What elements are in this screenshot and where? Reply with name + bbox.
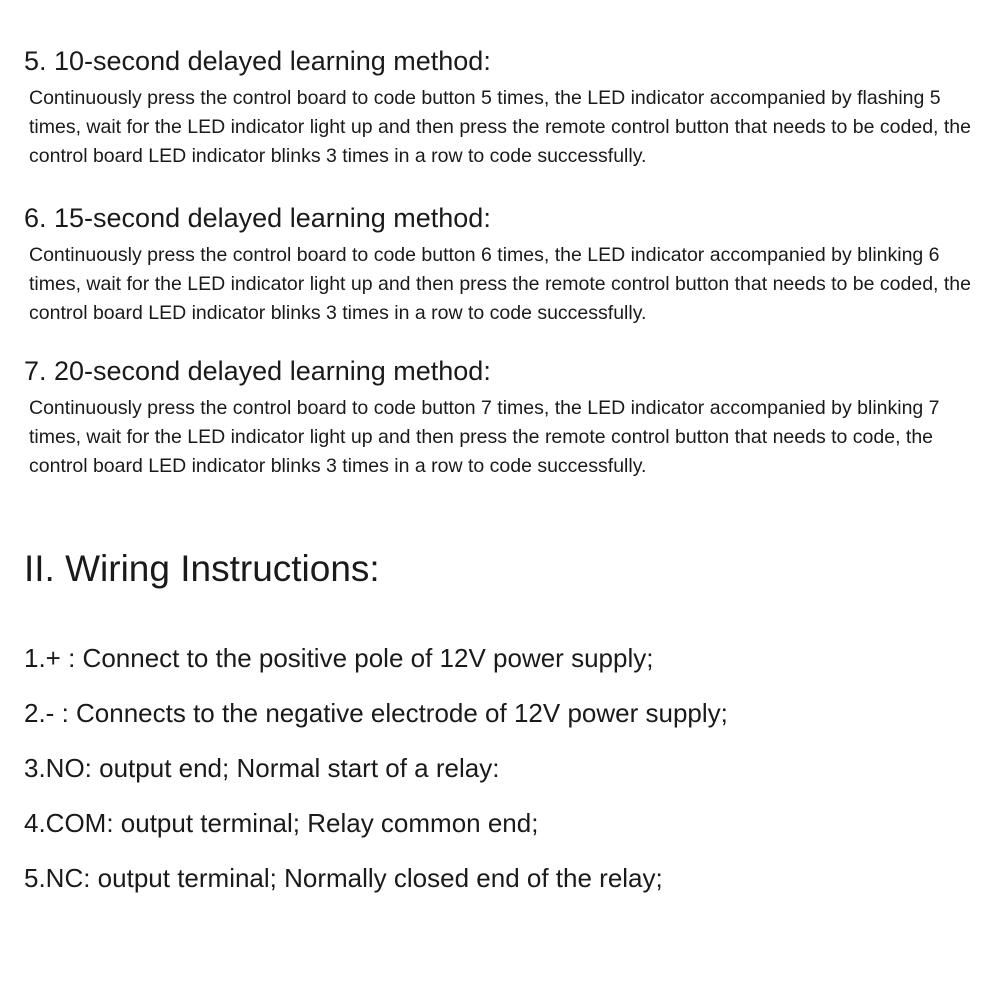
method-7-body: Continuously press the control board to code button 7 times, the LED indicator accompanied by blinking 7 times, wait for the LED indicator light up and then press the remote control button that needs to code, the control board LED indicator blinks 3 times in a row to code successfully. (29, 397, 940, 477)
method-5-body: Continuously press the control board to code button 5 times, the LED indicator accompanied by flashing 5 times, wait for the LED indicator light up and then press the remote control button that needs to be coded, the control board LED indicator blinks 3 times in a row to code successfully. (29, 87, 971, 167)
method-5-title: 5. 10-second delayed learning method: (24, 46, 491, 76)
wiring-item-com: 4.COM: output terminal; Relay common end; (24, 808, 539, 838)
method-5-section (24, 44, 974, 171)
wiring-item-negative: 2.- : Connects to the negative electrode of 12V power supply; (24, 698, 728, 728)
method-6-section (24, 201, 974, 328)
wiring-instructions-heading: II. Wiring Instructions: (24, 548, 380, 589)
wiring-item-no: 3.NO: output end; Normal start of a relay: (24, 753, 500, 783)
method-6-body: Continuously press the control board to code button 6 times, the LED indicator accompanied by blinking 6 times, wait for the LED indicator light up and then press the remote control button that needs to be coded, the control board LED indicator blinks 3 times in a row to code successfully. (29, 244, 971, 324)
method-7-section (24, 354, 974, 481)
method-6-title: 6. 15-second delayed learning method: (24, 203, 491, 233)
wiring-item-positive: 1.+ : Connect to the positive pole of 12V power supply; (24, 643, 654, 673)
wiring-item-nc: 5.NC: output terminal; Normally closed end of the relay; (24, 863, 663, 893)
method-7-title: 7. 20-second delayed learning method: (24, 356, 491, 386)
